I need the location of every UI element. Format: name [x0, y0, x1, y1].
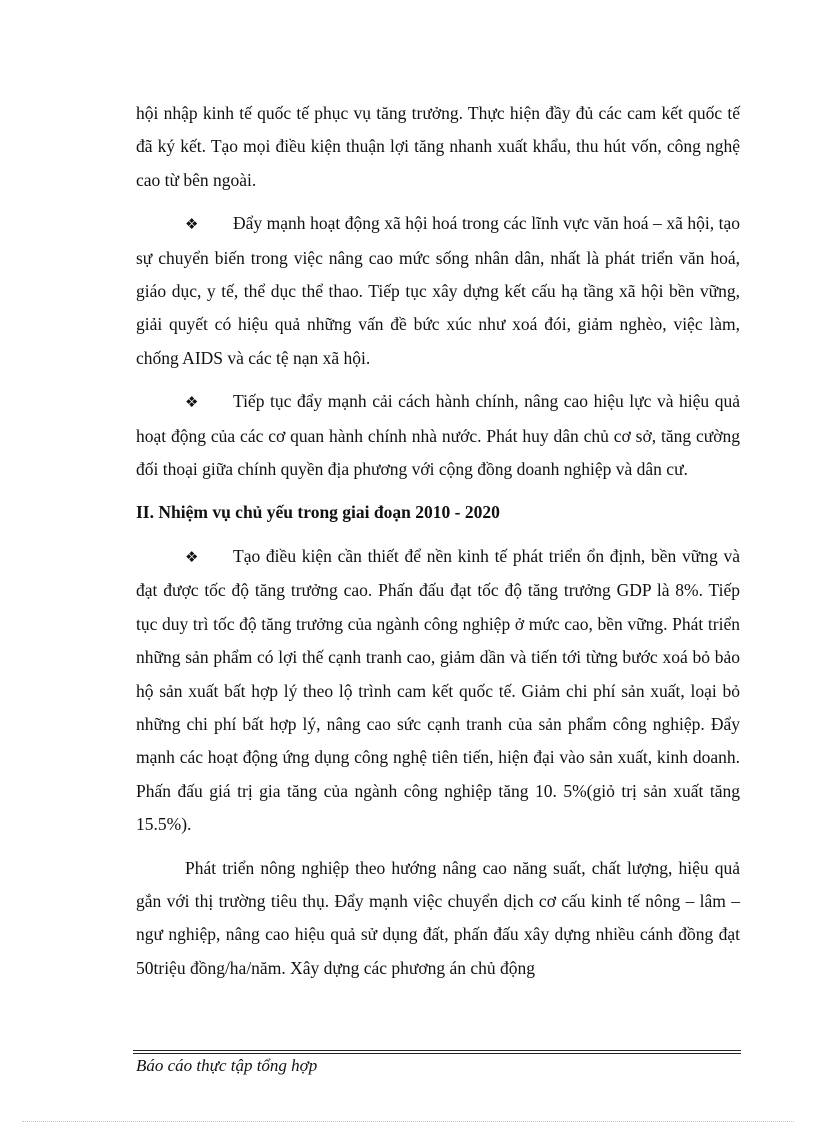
paragraph-continuation: [136, 97, 740, 197]
bullet-paragraph-socialization: [136, 207, 740, 375]
paragraph-text: Đẩy mạnh hoạt động xã hội hoá trong các lĩnh vực văn hoá – xã hội, tạo sự chuyển biến trong việc nâng cao mức sống nhân dân, nhất là phát triển văn hoá, giáo dục, y tế, thể dục thể thao. Tiếp tục xây dựng kết cấu hạ tầng xã hội bền vững, giải quyết có hiệu quả những vấn đề bức xúc như xoá đói, giảm nghèo, việc làm, chống AIDS và các tệ nạn xã hội.: [136, 213, 740, 368]
bullet-paragraph-economy: [136, 540, 740, 842]
paragraph-text: Phát triển nông nghiệp theo hướng nâng cao năng suất, chất lượng, hiệu quả gắn với thị trường tiêu thụ. Đẩy mạnh việc chuyển dịch cơ cấu kinh tế nông – lâm – ngư nghiệp, nâng cao hiệu quả sử dụng đất, phấn đấu xây dựng nhiều cánh đồng đạt 50triệu đồng/ha/năm. Xây dựng các phương án chủ động: [136, 857, 740, 978]
page-footer: Báo cáo thực tập tổng hợp: [136, 1056, 318, 1075]
paragraph-text: Tạo điều kiện cần thiết để nền kinh tế phát triển ổn định, bền vững và đạt được tốc độ tăng trưởng cao. Phấn đấu đạt tốc độ tăng trưởng GDP là 8%. Tiếp tục duy trì tốc độ tăng trưởng của ngành công nghiệp ở mức cao, bền vững. Phát triển những sản phẩm có lợi thế cạnh tranh cao, giảm dần và tiến tới từng bước xoá bỏ bảo hộ sản xuất bất hợp lý theo lộ trình cam kết quốc tế. Giảm chi phí sản xuất, loại bỏ những chi phí bất hợp lý, nâng cao sức cạnh tranh của sản phẩm công nghiệp. Đẩy mạnh các hoạt động ứng dụng công nghệ tiên tiến, hiện đại vào sản xuất, kinh doanh. Phấn đấu giá trị gia tăng của ngành công nghiệp tăng 10. 5%(giỏ trị sản xuất tăng 15.5%).: [136, 545, 740, 835]
page-bottom-dotted-border: [22, 1121, 794, 1122]
bullet-paragraph-admin-reform: [136, 385, 740, 486]
section-heading: II. Nhiệm vụ chủ yếu trong giai đoạn 2010 - 2020: [136, 502, 500, 523]
paragraph-text: hội nhập kinh tế quốc tế phục vụ tăng trưởng. Thực hiện đầy đủ các cam kết quốc tế đã ký kết. Tạo mọi điều kiện thuận lợi tăng nhanh xuất khẩu, thu hút vốn, công nghệ cao từ bên ngoài.: [136, 103, 740, 190]
footer-rule-top: [133, 1050, 741, 1051]
diamond-bullet-icon: ❖: [185, 393, 199, 412]
page-body: [136, 97, 740, 995]
paragraph-agriculture: [136, 852, 740, 986]
diamond-bullet-icon: ❖: [185, 547, 199, 566]
paragraph-text: Tiếp tục đẩy mạnh cải cách hành chính, nâng cao hiệu lực và hiệu quả hoạt động của các cơ quan hành chính nhà nước. Phát huy dân chủ cơ sở, tăng cường đối thoại giữa chính quyền địa phương với cộng đồng doanh nghiệp và dân cư.: [136, 391, 740, 480]
diamond-bullet-icon: ❖: [185, 215, 199, 234]
